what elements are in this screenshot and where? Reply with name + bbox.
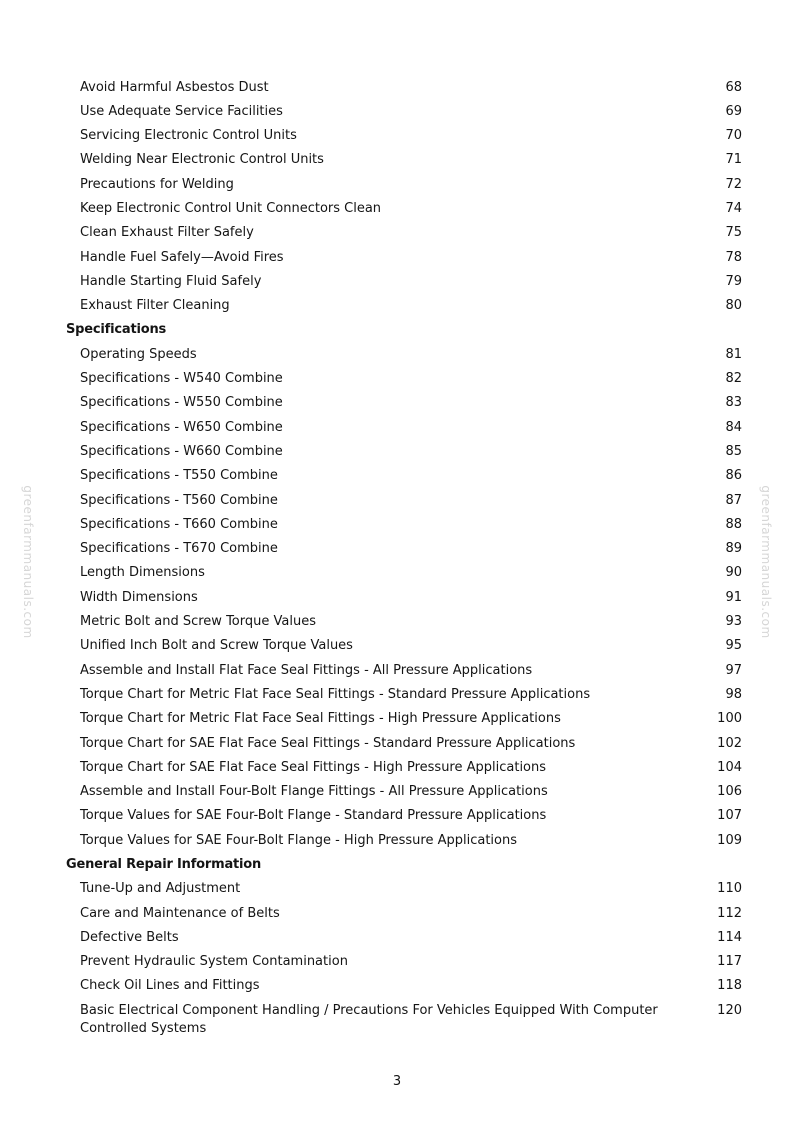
toc-entry-page: 68 (725, 79, 742, 95)
toc-entry[interactable] (66, 391, 742, 415)
toc-entry-page: 117 (717, 954, 742, 970)
toc-entry-title: Avoid Harmful Asbestos Dust (80, 79, 269, 95)
toc-entry-title: Torque Chart for SAE Flat Face Seal Fittings - High Pressure Applications (80, 759, 547, 775)
toc-entry-title: Torque Values for SAE Four-Bolt Flange - High Pressure Applications (80, 832, 517, 848)
toc-entry-page: 95 (725, 638, 742, 654)
toc-entry-title: Prevent Hydraulic System Contamination (80, 954, 348, 970)
toc-entry-page: 120 (717, 1002, 742, 1018)
toc-entry[interactable] (66, 804, 742, 828)
toc-entry[interactable] (66, 707, 742, 731)
toc-entry[interactable] (66, 561, 742, 585)
toc-entry-page: 97 (725, 662, 742, 678)
toc-entry[interactable] (66, 269, 742, 293)
toc-entry[interactable] (66, 658, 742, 682)
toc-entry[interactable] (66, 634, 742, 658)
toc-entry-page: 71 (725, 152, 742, 168)
toc-entry-page: 83 (725, 395, 742, 411)
toc-entry-page: 88 (725, 516, 742, 532)
toc-entry-title: Servicing Electronic Control Units (80, 128, 297, 144)
toc-entry-page: 74 (725, 200, 742, 216)
toc-entry-title: Handle Fuel Safely—Avoid Fires (80, 249, 284, 265)
toc-entry[interactable] (66, 124, 742, 148)
toc-entry[interactable] (66, 367, 742, 391)
toc-entry-title: Specifications - W550 Combine (80, 395, 283, 411)
toc-entry-title: Width Dimensions (80, 589, 198, 605)
toc-entry-title: Specifications - T660 Combine (80, 516, 278, 532)
toc-entry-title: Unified Inch Bolt and Screw Torque Values (80, 638, 353, 654)
watermark-right: greenfarmmanuals.com (759, 485, 773, 639)
toc-entry[interactable] (66, 196, 742, 220)
toc-entry[interactable] (66, 585, 742, 609)
toc-entry[interactable] (66, 877, 742, 901)
toc-entry-title: Specifications - W650 Combine (80, 419, 283, 435)
toc-entry-title: Exhaust Filter Cleaning (80, 298, 230, 314)
toc-entry[interactable] (66, 488, 742, 512)
toc-entry-title: Specifications - T670 Combine (80, 541, 278, 557)
toc-entry-page: 86 (725, 468, 742, 484)
toc-entry-title: Precautions for Welding (80, 176, 234, 192)
toc-entry-page: 98 (725, 686, 742, 702)
toc-entry-page: 80 (725, 298, 742, 314)
toc-entry-title: Specifications - W660 Combine (80, 443, 283, 459)
toc-entry-title: Use Adequate Service Facilities (80, 103, 283, 119)
toc-entry-title: Specifications - T560 Combine (80, 492, 278, 508)
toc-entry-title: Handle Starting Fluid Safely (80, 273, 262, 289)
toc-entry-page: 110 (717, 881, 742, 897)
toc-entry[interactable] (66, 342, 742, 366)
toc-entry-page: 107 (717, 808, 742, 824)
toc-entry-page: 87 (725, 492, 742, 508)
toc-entry-title: Tune-Up and Adjustment (80, 881, 241, 897)
toc-entry-title: Assemble and Install Four-Bolt Flange Fittings - All Pressure Applications (80, 784, 548, 800)
toc-entry-page: 78 (725, 249, 742, 265)
toc-entry[interactable] (66, 610, 742, 634)
table-of-contents (66, 75, 742, 1040)
toc-entry-page: 91 (725, 589, 742, 605)
toc-entry[interactable] (66, 75, 742, 99)
toc-entry-title: Check Oil Lines and Fittings (80, 978, 260, 994)
toc-entry-title: Length Dimensions (80, 565, 205, 581)
toc-entry[interactable] (66, 221, 742, 245)
toc-entry[interactable] (66, 901, 742, 925)
toc-entry-page: 84 (725, 419, 742, 435)
toc-entry-page: 104 (717, 759, 742, 775)
toc-entry-title: Basic Electrical Component Handling / Precautions For Vehicles Equipped With Computer Controlled Systems (80, 1002, 658, 1036)
toc-entry-title: Torque Chart for SAE Flat Face Seal Fittings - Standard Pressure Applications (80, 735, 576, 751)
toc-entry-page: 75 (725, 225, 742, 241)
toc-entry[interactable] (66, 415, 742, 439)
toc-entry[interactable] (66, 755, 742, 779)
toc-entry-title: Welding Near Electronic Control Units (80, 152, 324, 168)
toc-entry[interactable] (66, 537, 742, 561)
toc-entry-page: 70 (725, 128, 742, 144)
toc-entry-title: Keep Electronic Control Unit Connectors Clean (80, 200, 382, 216)
toc-entry[interactable] (66, 294, 742, 318)
toc-entry[interactable] (66, 731, 742, 755)
toc-entry-title: Specifications - W540 Combine (80, 371, 283, 387)
toc-entry-title: Care and Maintenance of Belts (80, 905, 280, 921)
toc-entry-title: Specifications - T550 Combine (80, 468, 278, 484)
toc-entry[interactable] (66, 245, 742, 269)
toc-entry-title: Torque Values for SAE Four-Bolt Flange - Standard Pressure Applications (80, 808, 547, 824)
toc-entry-page: 118 (717, 978, 742, 994)
watermark-left: greenfarmmanuals.com (21, 485, 35, 639)
toc-entry-title: Clean Exhaust Filter Safely (80, 225, 254, 241)
toc-entry-title: Metric Bolt and Screw Torque Values (80, 614, 316, 630)
toc-entry[interactable] (66, 464, 742, 488)
toc-entry-page: 106 (717, 784, 742, 800)
toc-entry[interactable] (66, 439, 742, 463)
section-heading: Specifications (66, 322, 167, 338)
toc-entry[interactable] (66, 172, 742, 196)
toc-entry-title: Torque Chart for Metric Flat Face Seal Fittings - Standard Pressure Applications (80, 686, 591, 702)
toc-entry-title: Defective Belts (80, 929, 179, 945)
toc-entry-title: Operating Speeds (80, 346, 197, 362)
toc-entry[interactable] (66, 828, 742, 852)
toc-entry-page: 79 (725, 273, 742, 289)
toc-entry-page: 90 (725, 565, 742, 581)
toc-entry-title: Torque Chart for Metric Flat Face Seal Fittings - High Pressure Applications (80, 711, 561, 727)
page-number: 3 (392, 1074, 402, 1089)
toc-entry[interactable] (66, 974, 742, 998)
toc-entry[interactable] (66, 780, 742, 804)
toc-entry-page: 89 (725, 541, 742, 557)
toc-entry-page: 93 (725, 614, 742, 630)
toc-entry-page: 85 (725, 443, 742, 459)
toc-entry[interactable] (66, 148, 742, 172)
toc-entry[interactable] (66, 925, 742, 949)
toc-entry-page: 69 (725, 103, 742, 119)
toc-entry-page: 102 (717, 735, 742, 751)
toc-entry[interactable] (66, 998, 742, 1040)
toc-entry-title: Assemble and Install Flat Face Seal Fittings - All Pressure Applications (80, 662, 533, 678)
toc-entry[interactable] (66, 950, 742, 974)
toc-entry[interactable] (66, 512, 742, 536)
toc-entry-page: 114 (717, 929, 742, 945)
toc-entry-page: 72 (725, 176, 742, 192)
toc-entry-page: 109 (717, 832, 742, 848)
toc-entry-page: 100 (717, 711, 742, 727)
toc-entry[interactable] (66, 682, 742, 706)
toc-entry[interactable] (66, 99, 742, 123)
toc-entry-page: 82 (725, 371, 742, 387)
toc-entry-page: 81 (725, 346, 742, 362)
toc-entry-page: 112 (717, 905, 742, 921)
section-heading: General Repair Information (66, 857, 262, 872)
